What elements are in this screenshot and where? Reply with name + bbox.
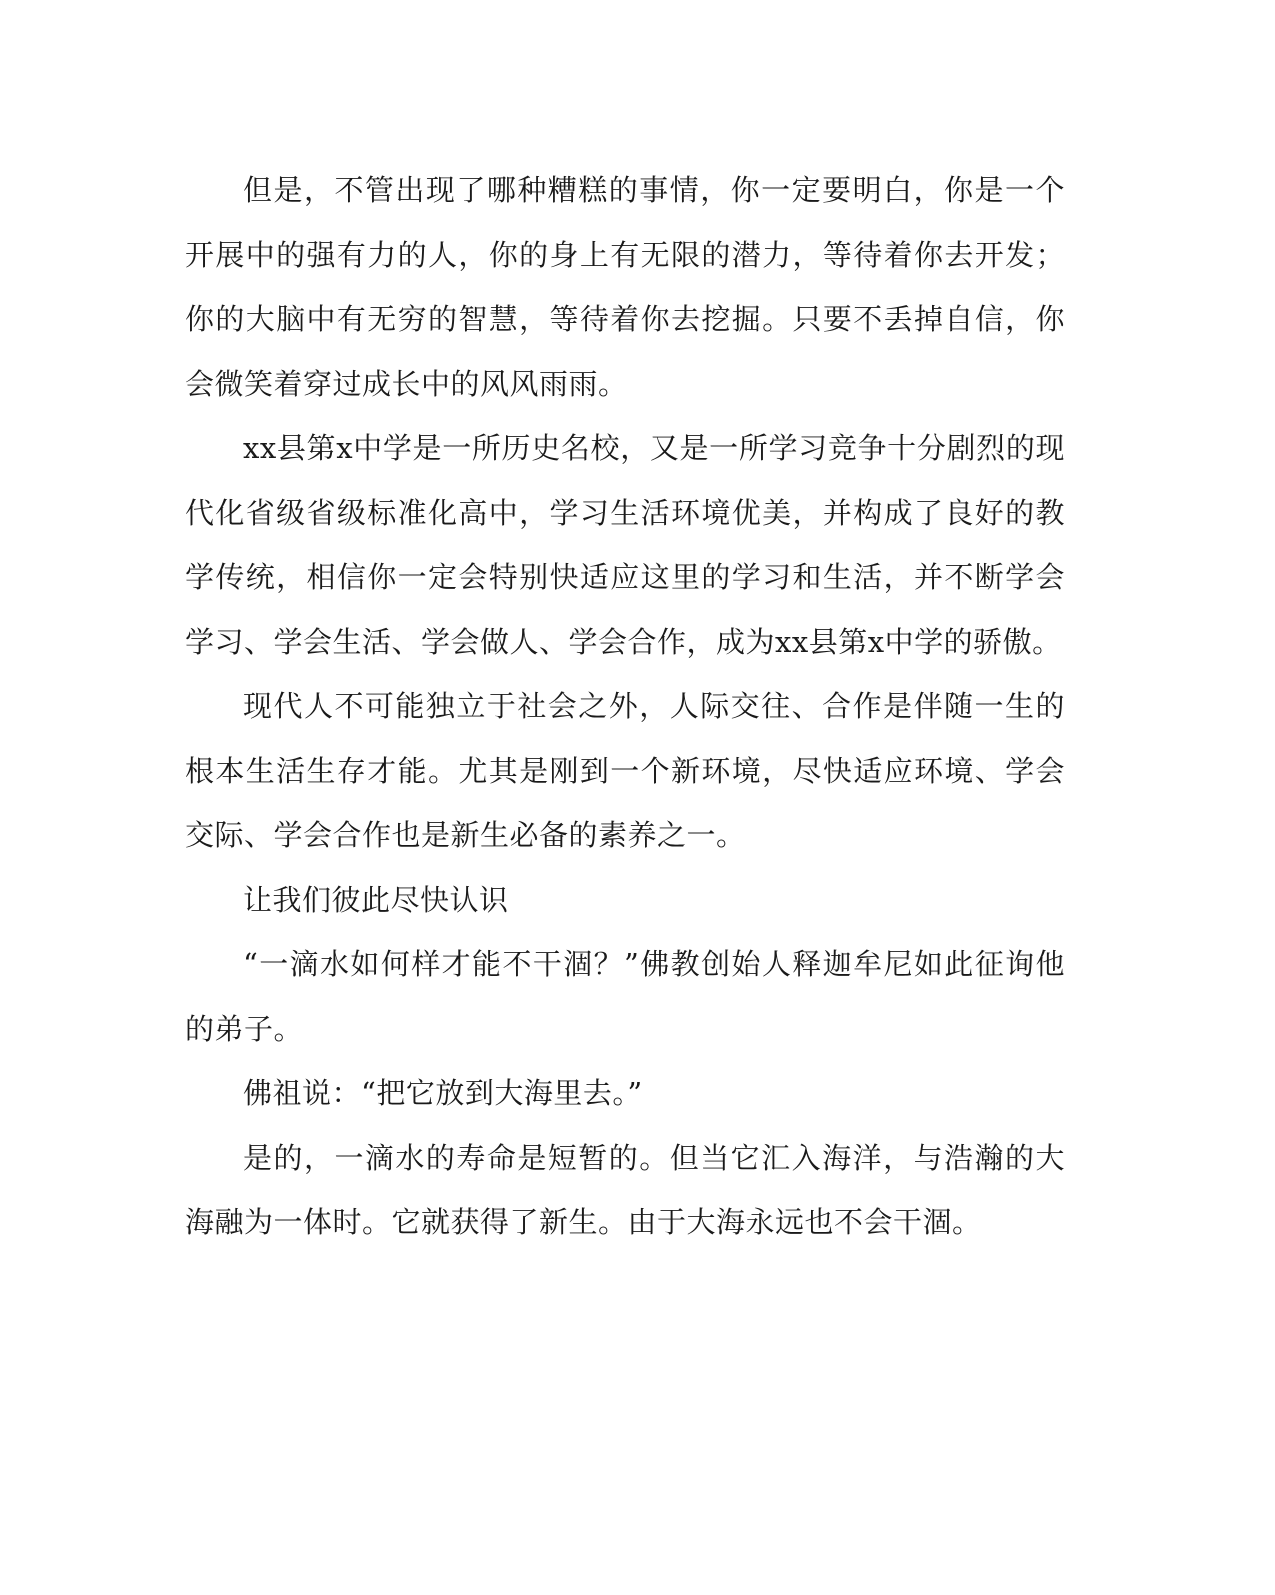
paragraph-2: xx县第x中学是一所历史名校，又是一所学习竞争十分剧烈的现代化省级省级标准化高中，学习生活环境优美，并构成了良好的教学传统，相信你一定会特别快适应这里的学习和生活，并不断学会学习、学会生活、学会做人、学会合作，成为xx县第x中学的骄傲。 — [185, 431, 1065, 659]
paragraph-5: “一滴水如何样才能不干涸？”佛教创始人释迦牟尼如此征询他的弟子。 — [185, 947, 1065, 1046]
document-body — [185, 158, 1065, 1255]
paragraph-4: 让我们彼此尽快认识 — [243, 882, 509, 917]
paragraph-7: 是的，一滴水的寿命是短暂的。但当它汇入海洋，与浩瀚的大海融为一体时。它就获得了新生。由于大海永远也不会干涸。 — [185, 1140, 1065, 1239]
paragraph-3: 现代人不可能独立于社会之外，人际交往、合作是伴随一生的根本生活生存才能。尤其是刚到一个新环境，尽快适应环境、学会交际、学会合作也是新生必备的素养之一。 — [185, 689, 1065, 852]
paragraph-1: 但是，不管出现了哪种糟糕的事情，你一定要明白，你是一个开展中的强有力的人，你的身上有无限的潜力，等待着你去开发；你的大脑中有无穷的智慧，等待着你去挖掘。只要不丢掉自信，你会微笑着穿过成长中的风风雨雨。 — [185, 173, 1065, 401]
paragraph-6: 佛祖说：“把它放到大海里去。” — [243, 1076, 643, 1110]
